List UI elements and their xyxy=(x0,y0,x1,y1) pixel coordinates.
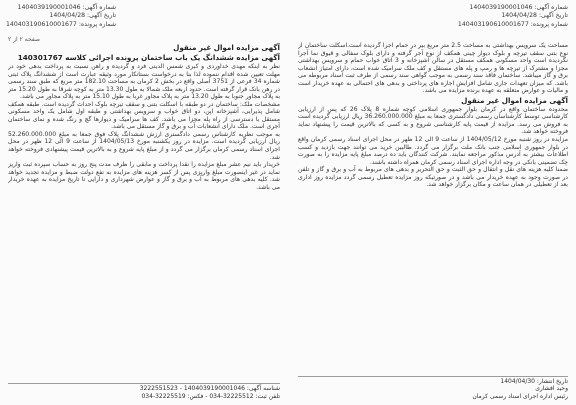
right-footer-office: رئیس اداره اجرای اسناد رسمی کرمان xyxy=(472,392,568,400)
right-footer-date: تاریخ انتشار: 1404/04/30 xyxy=(500,377,568,385)
left-footer xyxy=(8,382,280,400)
right-paragraph-4: ضمنا کلیه هزینه های نقل و انتقال و حق الثبت و حق التحریر و بدهی های مربوط به آب و برق و گاز و تلفن در صورت وجود به عهده خریدار می باشد و در صورتیکه روز مزایده تعطیل رسمی گردد مزایده روز اداری بعد از تعطیلی در همان ساعت و مکان برگزار خواهد شد. xyxy=(298,166,568,189)
right-column-title: آگهی مزایده اموال غیر منقول xyxy=(461,95,568,105)
left-footer-id: شناسه آگهی: 1404039190001046 - 3222551523 xyxy=(139,385,280,393)
header-left-date: تاریخ آگهی: 1404/04/28 xyxy=(49,12,117,20)
left-paragraph-4: خریدار باید نیم عشر مبلغ مزایده را نقدا پرداخت و مابقی را ظرف مدت پنج روز به حساب سپرده ثبت واریز نماید در غیر اینصورت مبلغ واریزی پس از کسر هزینه های مزایده به نفع دولت ضبط و مزایده تجدید خواهد شد. کلیه بدهی های مربوط به آب و برق و گاز و عوارض شهرداری و دارایی تا تاریخ مزایده به عهده خریدار می باشد. xyxy=(8,161,280,191)
header-left-code: شماره آگهی: 1404039190001046 xyxy=(17,4,117,11)
left-column-title: آگهی مزایده اموال غیر منقول xyxy=(173,43,280,52)
right-footer-signer: وحید افشاری xyxy=(535,385,568,393)
right-column xyxy=(298,42,568,400)
right-paragraph-2: محدوده ساختمان واقع در کرمان بلوار جمهوری اسلامی کوچه شماره 8 پلاک 26 که پس از ارزیابی کارشناسی توسط کارشناسان رسمی دادگستری جمعا به مبلغ 36.260.000.000 ریال ارزیابی گردیده است به فروش می رسد. مزایده از قیمت پایه کارشناسی شروع و به کسی که بالاترین قیمت را پیشنهاد نماید فروخته خواهد شد. xyxy=(298,105,568,136)
right-footer-divider xyxy=(298,376,568,377)
header-right-date: تاریخ آگهی: 1404/04/28 xyxy=(501,12,568,20)
header-left-file: شماره پرونده: 140403190610001677 xyxy=(6,20,117,28)
left-column xyxy=(8,42,280,400)
header-right-file: شماره پرونده: 140403190610001677 xyxy=(457,20,568,28)
right-footer xyxy=(298,375,568,400)
left-paragraph-3: به موجب نظریه کارشناس رسمی دادگستری ارزش ششدانگ پلاک فوق جمعا به مبلغ 52.260.000.000 ریال ارزیابی گردیده است. مزایده در روز یکشنبه مورخ 1404/05/13 از ساعت 9 الی 12 ظهر در محل اجرای اسناد رسمی کرمان برگزار می گردد و از مبلغ پایه شروع و به بالاترین قیمت پیشنهادی فروخته خواهد شد. xyxy=(8,130,280,161)
left-paragraph-2: مشخصات ملک: ساختمان در دو طبقه با اسکلت بتنی و سقف تیرچه بلوک احداث گردیده است. طبقه همکف شامل پذیرایی، آشپزخانه اپن، دو اتاق خواب و سرویس بهداشتی و طبقه اول شامل یک واحد مسکونی مستقل با دسترسی از راه پله مجزا می باشد. کف ها سرامیک و دیوارها گچ و رنگ شده و نمای ساختمان آجری است. ملک دارای انشعابات آب و برق و گاز مستقل می باشد. xyxy=(8,100,280,131)
page-number: صفحه ۲ از ۲ xyxy=(8,36,40,43)
header-right-code: شماره آگهی: 1404039190001046 xyxy=(469,4,568,11)
left-footer-contact: تلفن ثبت: 32225512-034 - فکس: 32225519-034 xyxy=(141,392,280,400)
right-paragraph-1: مساحت یک سرویس بهداشتی به مساحت 2.5 متر مربع بیر در حمام اجرا گردیده است.اسکلت ساختمان از نوع بتنی سقف تیرچه و بلوک دیوار چینی همکف از نوع آجر گرفته و دارای بلوک سفالی و قیوق نما آجرا نگردیده است واحد مسکونی همکف مستقل در سالن اشپزخانه و 3 اتاق خواب حمام و سرویس بهداشتی مجزا و مشترک از تیرچه ها و رمپ و پله های مستقل و کف ملک سرامیک شده است، دارای امتیاز انشعاب برق و گاز میباشد. ساختمان فاقد سند رسمی به موجب گواهی سند رسمی از طرف ثبت اسناد مربوطه می باشد. که میزان تعهدات جاری شامل افزایش اجاره های پرداختی و بدهی های احتمالی به عهده خریدار است و مالیات و عوارض متعلقه به عهده برنده مزایده می باشد. xyxy=(298,42,568,95)
left-paragraph-1: نظر به اینکه مهدی خداوردی و کبری شمس الدینی فرد و گردیده و راهن نسبت به پرداخت بدهی خود در مهلت تعیین شده اقدام ننموده لذا بنا به درخواست بستانکار مورد وثیقه عبارت است از ششدانگ پلاک ثبتی شماره 34 فرعی از 3751 اصلی واقع در بخش 2 کرمان به مساحت 182.10 متر مربع که طبق سند رسمی در رهن بانک قرار گرفته است. حدود اربعه ملک شمالا به طول 13.30 متر به کوچه شرقا به طول 15.20 متر به پلاک مجاور جنوبا به طول 13.20 متر به پلاک مجاور غربا به طول 15.10 متر به پلاک مجاور می باشد. xyxy=(8,63,280,101)
header-right xyxy=(458,4,568,29)
header-left xyxy=(6,4,116,29)
left-column-subtitle: آگهی مزایده ششدانگ یک باب ساختمان پرونده اجرائی کلاسه 140301767 xyxy=(17,53,280,62)
right-paragraph-3: مزایده در روز شنبه مورخ 1404/05/12 از ساعت 9 الی 12 ظهر در محل اجرای اسناد رسمی کرمان واقع در بلوار جمهوری اسلامی جنب بانک ملت برگزار می گردد. طالبین خرید می توانند جهت بازدید و کسب اطلاعات بیشتر به آدرس مذکور مراجعه نمایند. شرکت کنندگان باید ده درصد مبلغ پایه مزایده را به صورت چک تضمینی بانکی در وجه اداره اجرای اسناد رسمی کرمان همراه داشته باشند. xyxy=(298,136,568,166)
